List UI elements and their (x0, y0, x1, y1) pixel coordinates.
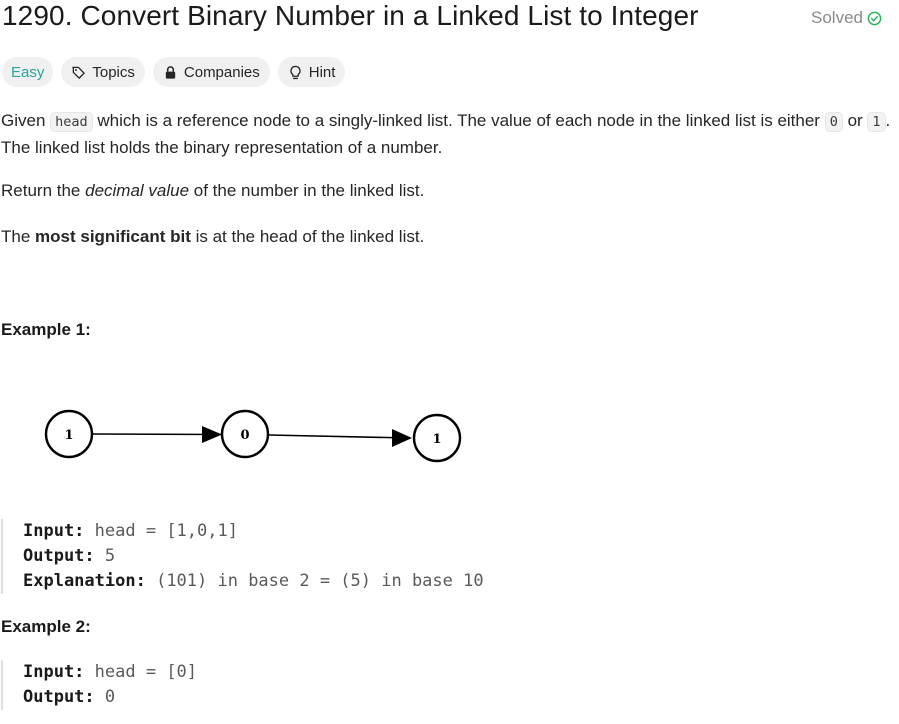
description-paragraph-3 (1, 227, 424, 247)
arrow-1 (93, 434, 221, 435)
desc-text: The (1, 227, 36, 246)
output-value: 5 (104, 546, 116, 566)
desc-text: or (842, 111, 868, 130)
output-value: 0 (104, 687, 116, 707)
node-value: 1 (432, 432, 442, 447)
desc-text: is at the head of the linked list. (190, 227, 425, 246)
inline-code-one: 1 (867, 112, 885, 132)
arrowhead-2 (392, 429, 412, 447)
input-value: head = [0] (94, 662, 198, 682)
explanation-value: (101) in base 2 = (5) in base 10 (156, 571, 484, 591)
inline-code-head: head (50, 112, 93, 132)
topics-button[interactable] (61, 57, 145, 87)
hint-button[interactable] (278, 57, 346, 87)
problem-title: 1290. Convert Binary Number in a Linked List to Integer (2, 0, 699, 31)
input-label: Input: (23, 662, 85, 682)
explanation-label: Explanation: (23, 571, 146, 591)
lightbulb-icon (288, 65, 303, 80)
companies-button[interactable] (153, 57, 270, 87)
input-value: head = [1,0,1] (94, 521, 238, 541)
example-2-heading: Example 2: (1, 617, 91, 636)
desc-text: . The linked list holds the binary representation of a number. (1, 111, 891, 157)
output-label: Output: (23, 546, 95, 566)
node-value: 1 (64, 428, 74, 443)
description-paragraph-2 (1, 181, 424, 201)
hint-label: Hint (308, 63, 336, 81)
example-2-block (1, 660, 197, 710)
arrow-2 (269, 435, 410, 438)
arrowhead-1 (202, 426, 222, 443)
description-paragraph-1 (1, 108, 891, 161)
desc-text: Return the (1, 181, 86, 200)
list-node (414, 415, 460, 461)
list-node (222, 411, 268, 457)
difficulty-label: Easy (11, 63, 45, 81)
list-node (46, 411, 92, 457)
inline-code-zero: 0 (825, 112, 843, 132)
solved-status (811, 8, 882, 28)
tag-bar (2, 57, 345, 87)
desc-text: Given (1, 111, 51, 130)
check-circle-icon (867, 11, 882, 26)
lock-icon (163, 65, 178, 80)
solved-label: Solved (811, 8, 863, 27)
emphasis-text: decimal value (85, 181, 190, 200)
linked-list-diagram (40, 404, 470, 469)
difficulty-badge (2, 57, 53, 87)
topics-label: Topics (92, 63, 135, 81)
input-label: Input: (23, 521, 85, 541)
output-label: Output: (23, 687, 95, 707)
tag-icon (71, 65, 86, 80)
strong-text: most significant bit (35, 227, 191, 246)
example-1-block (1, 519, 484, 594)
example-1-heading: Example 1: (1, 320, 91, 339)
desc-text: which is a reference node to a singly-linked list. The value of each node in the linked list is either (92, 111, 825, 130)
companies-label: Companies (183, 63, 260, 81)
desc-text: of the number in the linked list. (189, 181, 425, 200)
node-value: 0 (240, 428, 250, 443)
